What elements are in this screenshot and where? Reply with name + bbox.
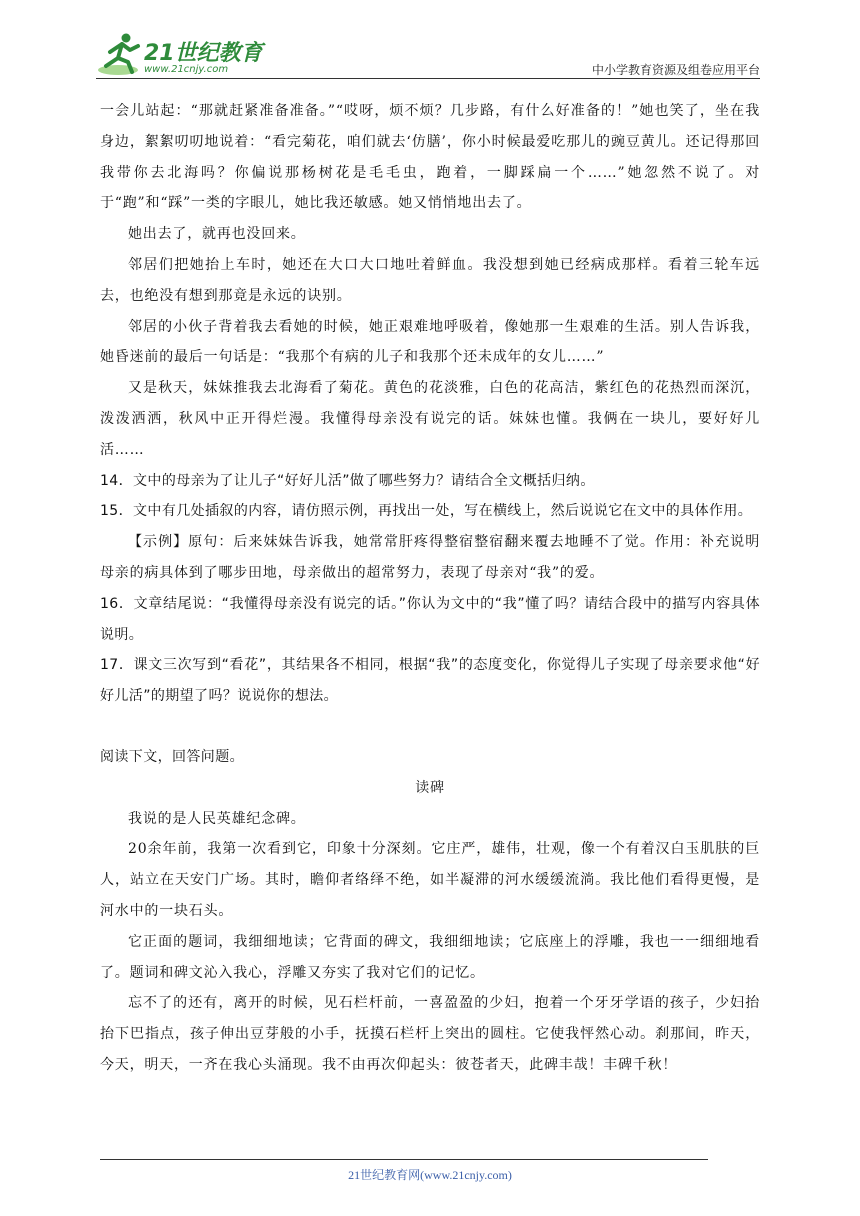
paragraph: 20余年前，我第一次看到它，印象十分深刻。它庄严，雄伟，壮观，像一个有着汉白玉肌肤的巨人，站立在天安门广场。其时，瞻仰者络绎不绝，如半凝滞的河水缓缓流淌。我比他们看得更慢，是河水中的一块石头。 [100,841,760,919]
question-17: 17．课文三次写到“看花”，其结果各不相同，根据“我”的态度变化，你觉得儿子实现了母亲要求他“好好儿活”的期望了吗？说说你的想法。 [100,657,760,705]
header-divider [96,78,760,79]
question-14: 14．文中的母亲为了让儿子“好好儿活”做了哪些努力？请结合全文概括归纳。 [100,472,595,489]
platform-name: 中小学教育资源及组卷应用平台 [591,63,760,77]
paragraph: 又是秋天，妹妹推我去北海看了菊花。黄色的花淡雅，白色的花高洁，紫红色的花热烈而深沉，泼泼洒洒，秋风中正开得烂漫。我懂得母亲没有说完的话。妹妹也懂。我俩在一块儿，要好好儿活…… [100,380,760,458]
logo-brand-text: 21世纪教育 [144,41,263,66]
question-16: 16．文章结尾说：“我懂得母亲没有说完的话。”你认为文中的“我”懂了吗？请结合段中的描写内容具体说明。 [100,595,760,643]
footer-link[interactable]: 21世纪教育网(www.21cnjy.com) [348,1168,512,1182]
paragraph: 忘不了的还有，离开的时候，见石栏杆前，一喜盈盈的少妇，抱着一个牙牙学语的孩子，少妇抬抬下巴指点，孩子伸出豆芽般的小手，抚摸石栏杆上突出的圆柱。它使我怦然心动。刹那间，昨天，今天，明天，一齐在我心头涌现。我不由再次仰起头：彼苍者天，此碑丰哉！丰碑千秋！ [100,995,760,1073]
reading-instruction: 阅读下文，回答问题。 [100,748,244,765]
logo-url-text: www.21cnjy.com [144,64,229,75]
paragraph: 她出去了，就再也没回来。 [128,226,306,243]
question-15: 15．文中有几处插叙的内容，请仿照示例，再找出一处，写在横线上，然后说说它在文中的具体作用。 [100,503,753,520]
paragraph: 邻居们把她抬上车时，她还在大口大口地吐着鲜血。我没想到她已经病成那样。看着三轮车远去，也绝没有想到那竟是永远的诀别。 [100,256,760,304]
spacer [100,712,760,742]
article-title: 读碑 [415,779,445,796]
footer-divider [100,1159,708,1160]
runner-logo-icon [96,30,146,80]
site-logo[interactable] [96,30,266,80]
example-answer: 【示例】原句：后来妹妹告诉我，她常常肝疼得整宿整宿翻来覆去地睡不了觉。作用：补充说明母亲的病具体到了哪步田地，母亲做出的超常努力，表现了母亲对“我”的爱。 [100,534,760,581]
paragraph: 一会儿站起：“那就赶紧准备准备。”“哎呀，烦不烦？几步路，有什么好准备的！”她也笑了，坐在我身边，絮絮叨叨地说着：“看完菊花，咱们就去‘仿膳’，你小时候最爱吃那儿的豌豆黄儿。还记得那回我带你去北海吗？你偏说那杨树花是毛毛虫，跑着，一脚踩扁一个……”她忽然不说了。对于“跑”和“踩”一类的字眼儿，她比我还敏感。她又悄悄地出去了。 [100,103,760,212]
paragraph: 邻居的小伙子背着我去看她的时候，她正艰难地呼吸着，像她那一生艰难的生活。别人告诉我，她昏迷前的最后一句话是：“我那个有病的儿子和我那个还未成年的女儿……” [100,318,760,366]
paragraph: 我说的是人民英雄纪念碑。 [128,810,306,827]
document-body [100,96,760,1081]
page-header [96,30,760,80]
paragraph: 它正面的题词，我细细地读；它背面的碑文，我细细地读；它底座上的浮雕，我也一一细细地看了。题词和碑文沁入我心，浮雕又夯实了我对它们的记忆。 [100,933,760,981]
